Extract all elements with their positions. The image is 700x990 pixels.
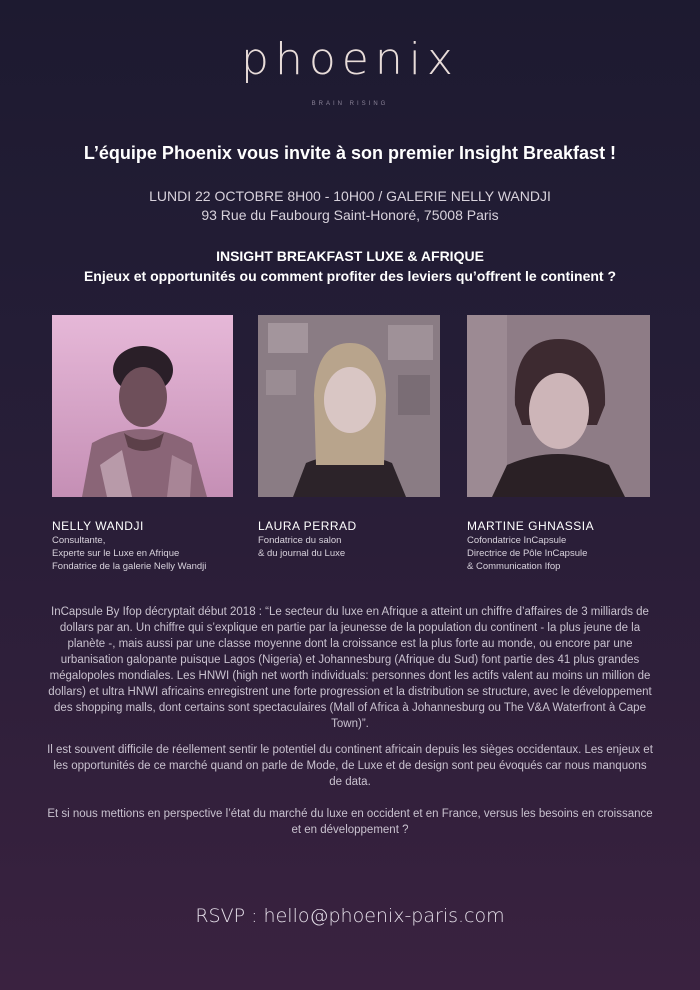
speaker-name: MARTINE GHNASSIA [467,519,595,533]
event-date: LUNDI 22 OCTOBRE 8H00 - 10H00 / GALERIE NELLY WANDJI [149,188,551,204]
speaker-role-line: Fondatrice du salon [258,535,342,546]
speaker-caption-martine-ghnassia [467,518,594,573]
topic-subtitle: Enjeux et opportunités ou comment profiter des leviers qu’offrent le continent ? [83,268,617,284]
rsvp-contact[interactable]: RSVP : hello@phoenix-paris.com [195,905,505,927]
speaker-role-line: Directrice de Pôle InCapsule [467,548,588,559]
speaker-role-line: Experte sur le Luxe en Afrique [52,548,180,559]
speaker-photo-laura-perrad [258,315,440,497]
speaker-role-line: Fondatrice de la galerie Nelly Wandji [52,561,207,572]
speaker-caption-nelly-wandji [52,518,206,573]
speaker-caption-laura-perrad [258,518,357,560]
speaker-name: NELLY WANDJI [52,519,144,533]
speaker-photo-martine-ghnassia [467,315,650,497]
speaker-role-line: Cofondatrice InCapsule [467,535,567,546]
body-paragraph-1: InCapsule By Ifop décryptait début 2018 : “Le secteur du luxe en Afrique a atteint un chiffre d’affaires de 3 milliards de dollars par an. Un chiffre qui s’explique en partie par la jeunesse de la population du continent - la plus jeune de la planète -, mais aussi par une classe moyenne dont la croissance est la plus forte au monde, ou encore par une urbanisation galopante puisque Lagos (Nigeria) et Johannesburg (Afrique du Sud) font partie des 41 plus grandes mégalopoles mondiales. Les HNWI (high net worth individuals: personnes dont les actifs valent au moins un million de dollars) et ultra HNWI africains enregistrent une forte progression et la distribution se structure, avec le développement des shopping malls, dont certains sont spectaculaires (Mall of Africa à Johannesburg ou The V&A Waterfront à Cape Town)”. [48,606,652,730]
phoenix-logo: phoenix [241,34,459,85]
speaker-role-line: & du journal du Luxe [258,548,346,559]
topic-title: INSIGHT BREAKFAST LUXE & AFRIQUE [216,248,484,264]
invitation-headline: L’équipe Phoenix vous invite à son premier Insight Breakfast ! [83,143,617,163]
speaker-photo-nelly-wandji [52,315,233,497]
body-paragraph-3: Et si nous mettions en perspective l’état du marché du luxe en occident et en France, versus les besoins en croissance et en développement ? [47,808,653,836]
body-paragraph-2: Il est souvent difficile de réellement sentir le potentiel du continent africain depuis les sièges occidentaux. Les enjeux et les opportunités de ce marché quand on parle de Mode, de Luxe et de design sont peu évoqués car nous manquons de data. [47,744,653,788]
event-address: 93 Rue du Faubourg Saint-Honoré, 75008 Paris [201,207,499,223]
speaker-name: LAURA PERRAD [258,519,357,533]
speaker-role-line: Consultante, [52,535,106,546]
logo-tagline: BRAIN RISING [311,101,389,107]
speaker-role-line: & Communication Ifop [467,561,561,572]
